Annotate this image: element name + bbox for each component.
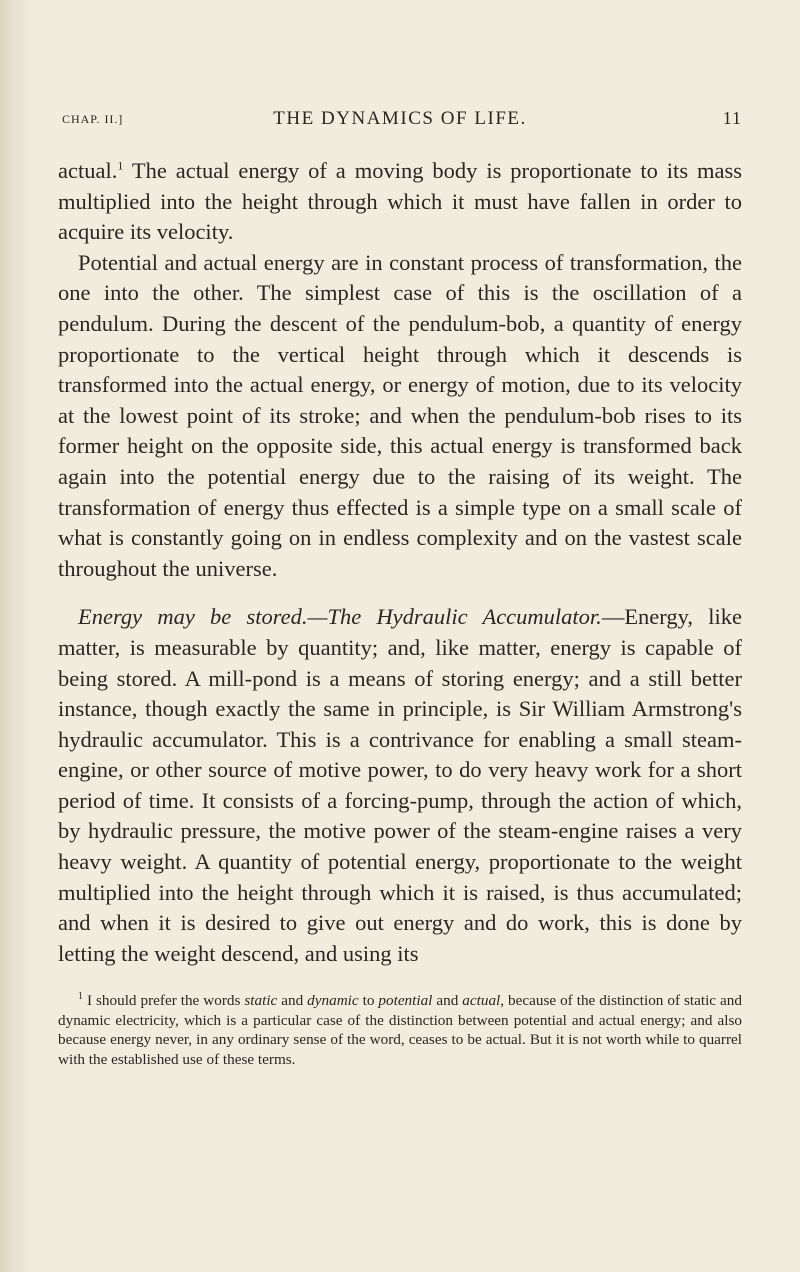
footnote-term-dynamic: dynamic	[307, 992, 359, 1010]
footnote-term-static: static	[244, 992, 278, 1010]
footnote-mark: 1	[78, 991, 83, 1003]
page-number: 11	[722, 108, 742, 128]
footnote-text: to	[358, 992, 379, 1010]
footnote-text: and	[277, 992, 308, 1010]
footnote-text: , because of the distinction of static and dynamic electricity, which is a particular case of the distinction between potential and actual energy; and also because energy never, in any ordinary sense of the word, ceases to be actual. But it is not worth while to quarrel with the established use of these terms.	[58, 992, 742, 1068]
footnote-term-potential: potential	[378, 992, 433, 1010]
footnote-term-actual: actual	[462, 992, 501, 1010]
paragraph-3	[58, 602, 742, 969]
footnotes	[58, 991, 742, 1069]
page-gutter-shadow	[0, 0, 34, 1272]
footnote-text: I should prefer the words	[83, 992, 245, 1010]
footnote-1	[58, 991, 742, 1069]
paragraph-1-start: actual.	[58, 158, 118, 183]
book-page	[58, 108, 742, 1069]
chapter-label: CHAP. II.]	[62, 112, 124, 126]
running-head	[58, 108, 742, 132]
running-title: THE DYNAMICS OF LIFE.	[273, 108, 527, 129]
paragraph-1	[58, 156, 742, 248]
paragraph-3-text: —Energy, like matter, is measurable by quantity; and, like matter, energy is capable of being stored. A mill-pond is a means of storing energy; and a still better instance, though exactly the same in principle, is Sir William Armstrong's hydraulic accumulator. This is a contrivance for enabling a small steam-engine, or other source of motive power, to do very heavy work for a short period of time. It consists of a forcing-pump, through the action of which, by hydraulic pressure, the motive power of the steam-engine raises a very heavy weight. A quantity of potential energy, proportionate to the weight multiplied into the height through which it is raised, is thus accumulated; and when it is desired to give out energy and do work, this is done by letting the weight descend, and using its	[58, 604, 742, 966]
footnote-text: and	[432, 992, 463, 1010]
paragraph-1-rest: The actual energy of a moving body is proportionate to its mass multiplied into the height through which it must have fallen in order to acquire its velocity.	[58, 158, 742, 245]
body-text	[58, 156, 742, 969]
paragraph-2: Potential and actual energy are in constant process of transformation, the one into the other. The simplest case of this is the oscillation of a pendulum. During the descent of the pendulum-bob, a quantity of energy proportionate to the vertical height through which it descends is transformed into the actual energy, or energy of motion, due to its velocity at the lowest point of its stroke; and when the pendulum-bob rises to its former height on the opposite side, this actual energy is transformed back again into the potential energy due to the raising of its weight. The transformation of energy thus effected is a simple type on a small scale of what is constantly going on in endless complexity and on the vastest scale throughout the universe.	[58, 249, 742, 581]
section-heading: Energy may be stored.—The Hydraulic Accumulator.	[78, 604, 602, 630]
footnote-reference[interactable]: 1	[117, 158, 124, 173]
